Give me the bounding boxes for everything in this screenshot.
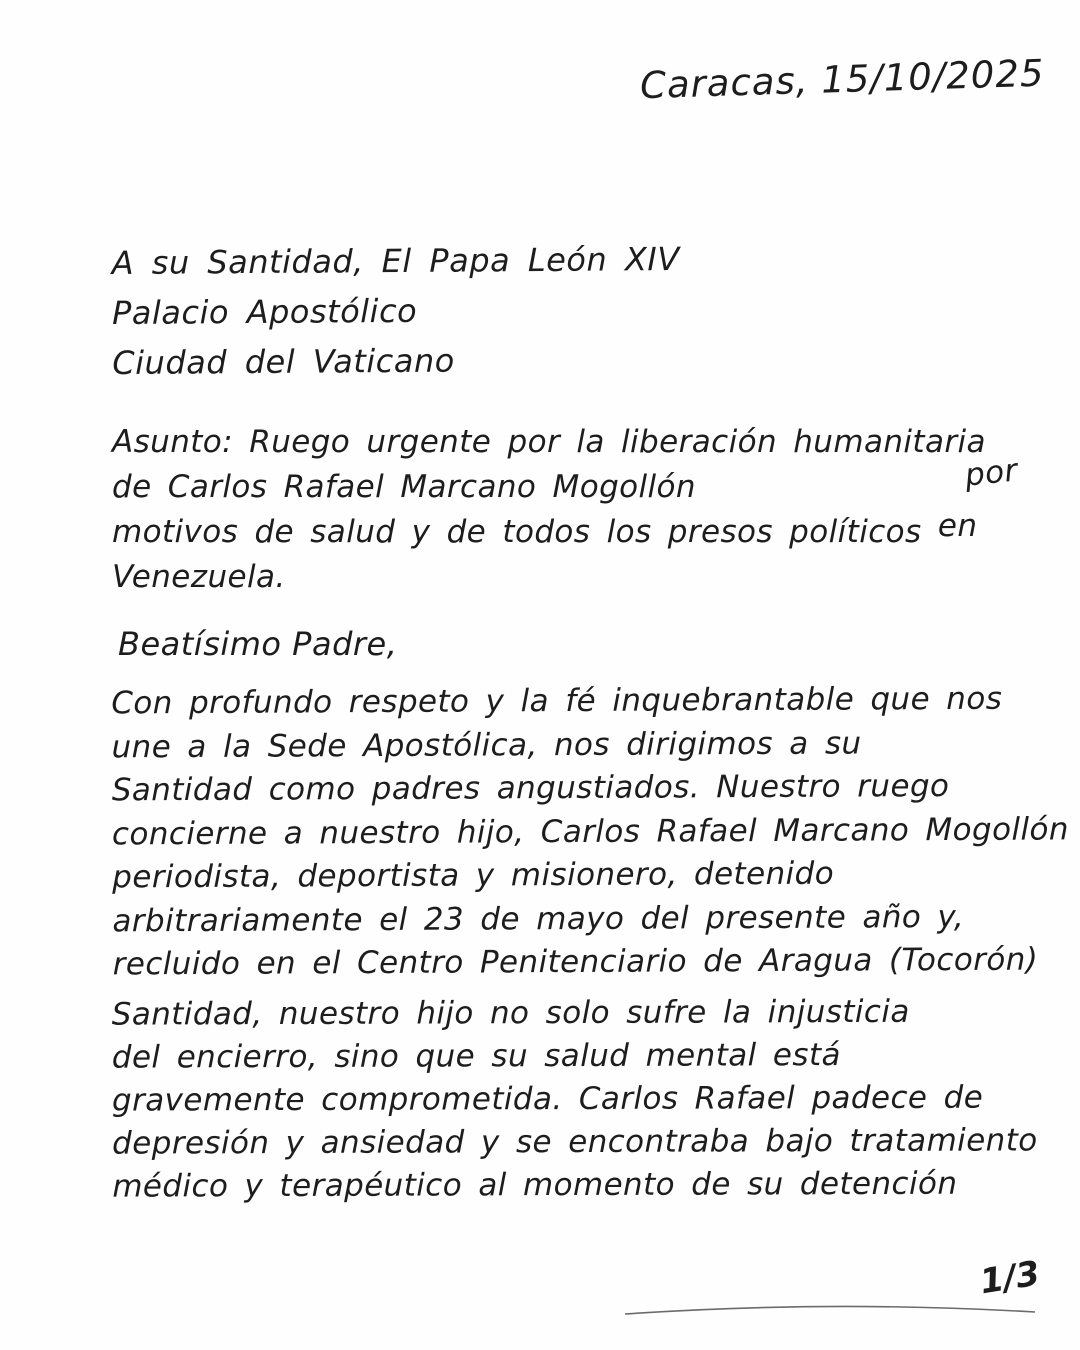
recipient-block [111,234,680,388]
body-line: concierne a nuestro hijo, Carlos Rafael Marcano Mogollón [111,810,1069,852]
recipient-line-palace: Palacio Apostólico [111,291,418,332]
subject-line-2-inserted-word: por [963,452,1020,494]
subject-line-4: Venezuela. [112,559,286,595]
body-line: del encierro, sino que su salud mental está [111,1037,841,1076]
letter-date-line: Caracas, 15/10/2025 [639,51,1046,108]
body-line: depresión y ansiedad y se encontraba bajo tratamiento [112,1122,1038,1162]
body-line: gravemente comprometida. Carlos Rafael padece de [111,1079,984,1119]
salutation: Beatísimo Padre, [118,625,398,663]
body-paragraph-2 [111,990,1038,1208]
body-line: periodista, deportista y misionero, detenido [112,855,835,896]
body-line: médico y terapéutico al momento de su detención [112,1165,958,1205]
body-line: une a la Sede Apostólica, nos dirigimos a su [111,724,862,765]
body-line: Con profundo respeto y la fé inquebrantable que nos [111,680,1003,722]
page-number: 1/3 [977,1253,1043,1303]
subject-block [112,420,1018,600]
recipient-line-city: Ciudad del Vaticano [112,341,455,382]
subject-line-3-inserted-word: en [937,508,978,544]
recipient-line-addressee: A su Santidad, El Papa León XIV [111,240,680,282]
body-line: Santidad como padres angustiados. Nuestro ruego [111,768,950,809]
subject-line-3-text: motivos de salud y de todos los presos políticos [112,514,922,550]
subject-line-1: Asunto: Ruego urgente por la liberación humanitaria [112,424,986,460]
body-line: Santidad, nuestro hijo no solo sufre la injusticia [111,993,910,1033]
subject-line-2 [112,452,1020,510]
body-paragraph-1 [111,678,1069,987]
subject-line-2-text: de Carlos Rafael Marcano Mogollón [112,469,696,505]
subject-line-3 [112,510,1018,555]
body-line: recluido en el Centro Penitenciario de Aragua (Tocorón) [112,941,1039,983]
body-line: arbitrariamente el 23 de mayo del presente año y, [112,898,965,939]
